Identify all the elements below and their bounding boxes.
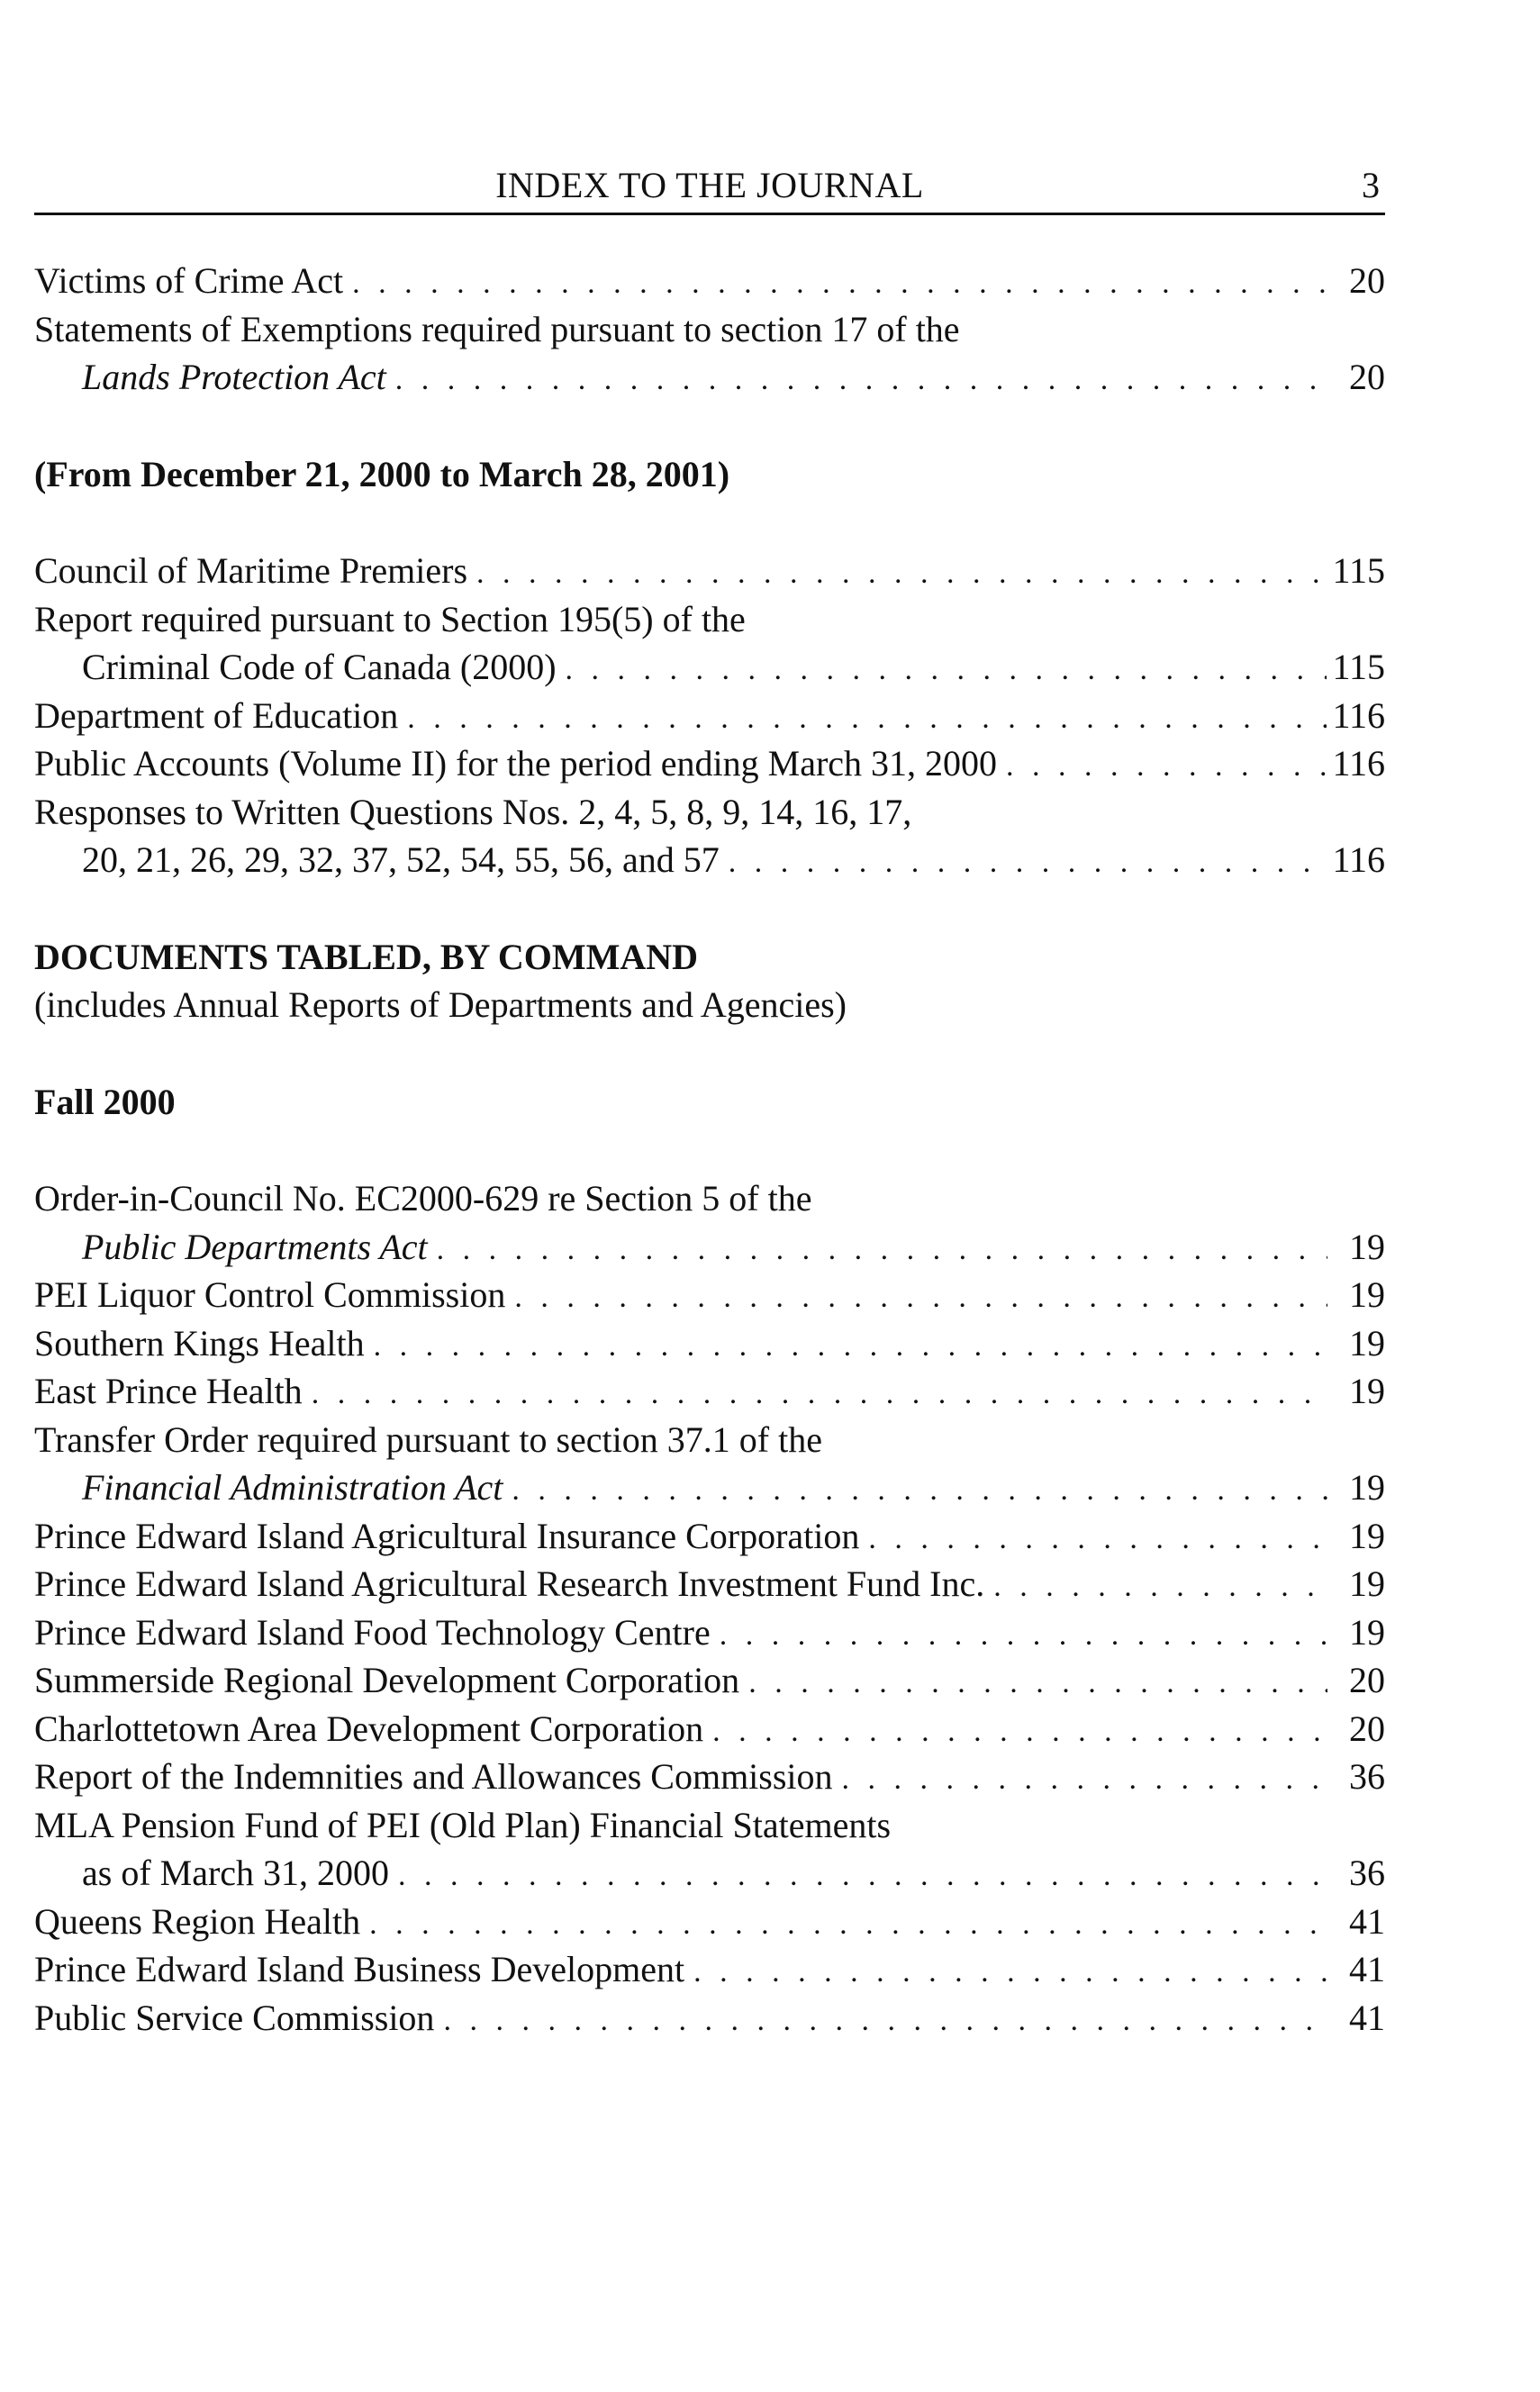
index-entry: [34, 1223, 1385, 1272]
entry-text-line1: Transfer Order required pursuant to section 37.1 of the: [34, 1418, 822, 1460]
dot-leader: [566, 646, 1327, 694]
dot-leader: [407, 694, 1327, 743]
season-heading: Fall 2000: [34, 1081, 176, 1122]
index-entry: [34, 1849, 1385, 1898]
index-content: [34, 257, 1385, 2042]
dot-leader: [312, 1370, 1327, 1418]
section-heading: (From December 21, 2000 to March 28, 2001): [34, 453, 730, 494]
index-entry: [34, 1271, 1385, 1319]
entry-text: East Prince Health: [34, 1371, 303, 1411]
entry-page: 19: [1349, 1515, 1385, 1556]
entry-page: 41: [1349, 1997, 1385, 2038]
documents-subheading: (includes Annual Reports of Departments and Agencies): [34, 984, 847, 1025]
entry-page: 20: [1349, 357, 1385, 397]
entry-page: 41: [1349, 1949, 1385, 1989]
entry-page: 116: [1332, 839, 1385, 880]
entry-page: 19: [1349, 1226, 1385, 1267]
entry-page: 19: [1349, 1563, 1385, 1604]
index-entry: [34, 1608, 1385, 1657]
index-entry: [34, 692, 1385, 740]
entry-text-line1: Order-in-Council No. EC2000-629 re Section 5 of the: [34, 1178, 812, 1219]
dot-leader: [868, 1515, 1327, 1563]
entry-page: 116: [1332, 743, 1385, 784]
entry-text: Prince Edward Island Agricultural Research Investment Fund Inc.: [34, 1563, 985, 1604]
index-entry: [34, 547, 1385, 595]
entry-page: 41: [1349, 1900, 1385, 1942]
entry-text-line2: Criminal Code of Canada (2000): [82, 647, 557, 687]
index-entry: [34, 1560, 1385, 1608]
entry-page: 19: [1349, 1611, 1385, 1653]
entry-page: 19: [1349, 1322, 1385, 1364]
dot-leader: [842, 1755, 1327, 1804]
dot-leader: [476, 549, 1327, 598]
entry-text-line2: as of March 31, 2000: [82, 1853, 390, 1893]
page-header: [34, 159, 1385, 215]
entry-page: 36: [1349, 1853, 1385, 1893]
dot-leader: [993, 1563, 1327, 1611]
index-entry: [34, 836, 1385, 884]
dot-leader: [369, 1900, 1327, 1949]
entry-page: 36: [1349, 1756, 1385, 1797]
dot-leader: [712, 1708, 1327, 1756]
index-entry: [34, 1367, 1385, 1416]
dot-leader: [729, 838, 1327, 887]
index-entry: [34, 1994, 1385, 2043]
index-entry: [34, 739, 1385, 788]
entry-text: Public Accounts (Volume II) for the period ending March 31, 2000: [34, 743, 998, 784]
entry-text: Prince Edward Island Food Technology Centre: [34, 1611, 711, 1653]
entry-text: Victims of Crime Act: [34, 260, 344, 301]
entry-text: Department of Education: [34, 694, 399, 736]
entry-text-line1: Responses to Written Questions Nos. 2, 4, 5, 8, 9, 14, 16, 17,: [34, 791, 912, 832]
entry-text: Public Service Commission: [34, 1997, 435, 2038]
spacer: [34, 884, 1385, 933]
spacer: [34, 1029, 1385, 1078]
dot-leader: [693, 1948, 1327, 1997]
dot-leader: [395, 356, 1327, 404]
entry-text-line2: Financial Administration Act: [82, 1467, 503, 1508]
entry-text: Council of Maritime Premiers: [34, 550, 468, 591]
entry-text: Southern Kings Health: [34, 1322, 365, 1364]
documents-heading: DOCUMENTS TABLED, BY COMMAND: [34, 936, 699, 977]
entry-page: 20: [1349, 1660, 1385, 1700]
entry-text-line1: Report required pursuant to Section 195(5) of the: [34, 598, 746, 639]
entry-page: 20: [1349, 1708, 1385, 1749]
dot-leader: [1006, 742, 1327, 791]
index-entry: [34, 1705, 1385, 1753]
entry-page: 115: [1332, 550, 1385, 591]
entry-text-line2: Public Departments Act: [82, 1226, 428, 1267]
dot-leader: [720, 1611, 1327, 1660]
entry-page: 19: [1349, 1274, 1385, 1315]
entry-text: Queens Region Health: [34, 1900, 361, 1942]
page-title: INDEX TO THE JOURNAL: [495, 165, 924, 205]
dot-leader: [512, 1466, 1327, 1515]
spacer: [34, 1126, 1385, 1174]
entry-text-line2: 20, 21, 26, 29, 32, 37, 52, 54, 55, 56, and 57: [82, 839, 720, 880]
entry-page: 19: [1349, 1371, 1385, 1411]
entry-text: Report of the Indemnities and Allowances Commission: [34, 1756, 833, 1797]
entry-text-line2: Lands Protection Act: [82, 357, 386, 397]
dot-leader: [374, 1322, 1327, 1371]
index-entry: [34, 1656, 1385, 1705]
entry-text: PEI Liquor Control Commission: [34, 1274, 506, 1315]
dot-leader: [748, 1659, 1327, 1708]
entry-text: Charlottetown Area Development Corporation: [34, 1708, 704, 1749]
index-entry: [34, 1753, 1385, 1801]
index-entry: [34, 257, 1385, 305]
entry-page: 115: [1332, 647, 1385, 687]
spacer: [34, 498, 1385, 547]
entry-text-line1: Statements of Exemptions required pursuant to section 17 of the: [34, 308, 960, 349]
dot-leader: [352, 259, 1327, 308]
index-entry: [34, 1319, 1385, 1368]
entry-text: Prince Edward Island Agricultural Insurance Corporation: [34, 1515, 860, 1556]
index-entry: [34, 353, 1385, 402]
spacer: [34, 402, 1385, 450]
index-entry: [34, 643, 1385, 692]
index-entry: [34, 1463, 1385, 1512]
entry-text: Summerside Regional Development Corporation: [34, 1660, 740, 1700]
entry-page: 19: [1349, 1467, 1385, 1508]
dot-leader: [398, 1852, 1327, 1900]
dot-leader: [443, 1997, 1327, 2045]
dot-leader: [514, 1273, 1327, 1322]
entry-page: 20: [1349, 260, 1385, 301]
index-entry: [34, 1945, 1385, 1994]
entry-text: Prince Edward Island Business Development: [34, 1949, 685, 1989]
entry-page: 116: [1332, 694, 1385, 736]
entry-text-line1: MLA Pension Fund of PEI (Old Plan) Financial Statements: [34, 1804, 892, 1845]
page-number: 3: [1362, 165, 1380, 205]
index-entry: [34, 1512, 1385, 1561]
dot-leader: [437, 1226, 1327, 1274]
index-entry: [34, 1898, 1385, 1946]
